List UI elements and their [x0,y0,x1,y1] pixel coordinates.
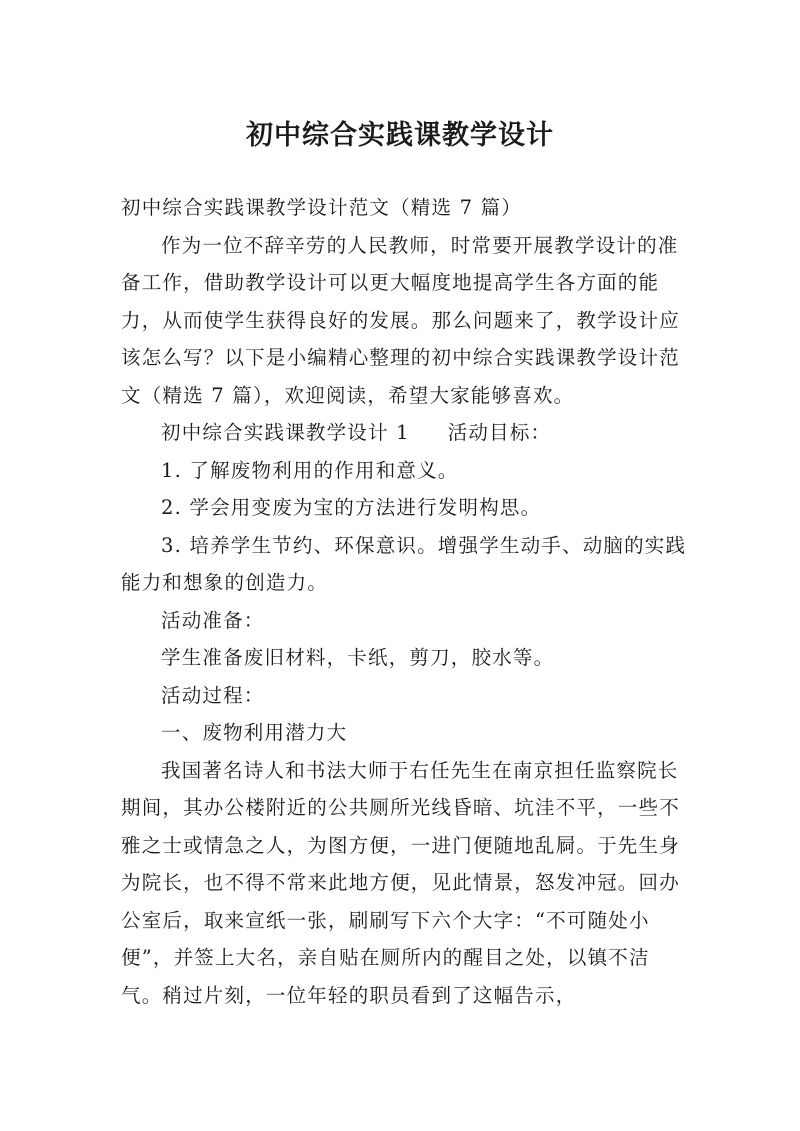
objective-item-1: 1. 了解废物利用的作用和意义。 [161,458,459,482]
preparation-text: 学生准备废旧材料，卡纸，剪刀，胶水等。 [161,646,555,669]
objective-item-3: 3. 培养学生节约、环保意识。增强学生动手、动脑的实践能力和想象的创造力。 [121,533,687,594]
objectives-label: 活动目标： [447,421,552,444]
document-body [121,189,691,1014]
document-title: 初中综合实践课教学设计 [246,120,554,152]
process-label: 活动过程： [161,683,265,707]
objective-item-2: 2. 学会用变废为宝的方法进行发明构思。 [161,496,542,519]
preparation-label: 活动准备： [161,608,265,632]
section-heading: 初中综合实践课教学设计 1 [161,421,410,444]
document-subtitle: 初中综合实践课教学设计范文（精选 7 篇） [121,196,523,219]
intro-paragraph: 作为一位不辞辛劳的人民教师，时常要开展教学设计的准备工作，借助教学设计可以更大幅度地提高学生各方面的能力，从而使学生获得良好的发展。那么问题来了，教学设计应该怎么写？以下是小编精心整理的初中综合实践课教学设计范文（精选 7 篇），欢迎阅读，希望大家能够喜欢。 [121,233,680,407]
section-heading-line [121,414,691,452]
story-paragraph: 我国著名诗人和书法大师于右任先生在南京担任监察院长期间，其办公楼附近的公共厕所光线昏暗、坑洼不平，一些不雅之士或情急之人，为图方便，一进门便随地乱屙。于先生身为院长，也不得不常来此地方便，见此情景，怒发冲冠。回办公室后，取来宣纸一张，刷刷写下六个大字：“不可随处小便”，并签上大名，亲自贴在厕所内的醒目之处，以镇不洁气。稍过片刻，一位年轻的职员看到了这幅告示， [121,758,680,1007]
part-heading: 一、废物利用潜力大 [161,721,348,744]
